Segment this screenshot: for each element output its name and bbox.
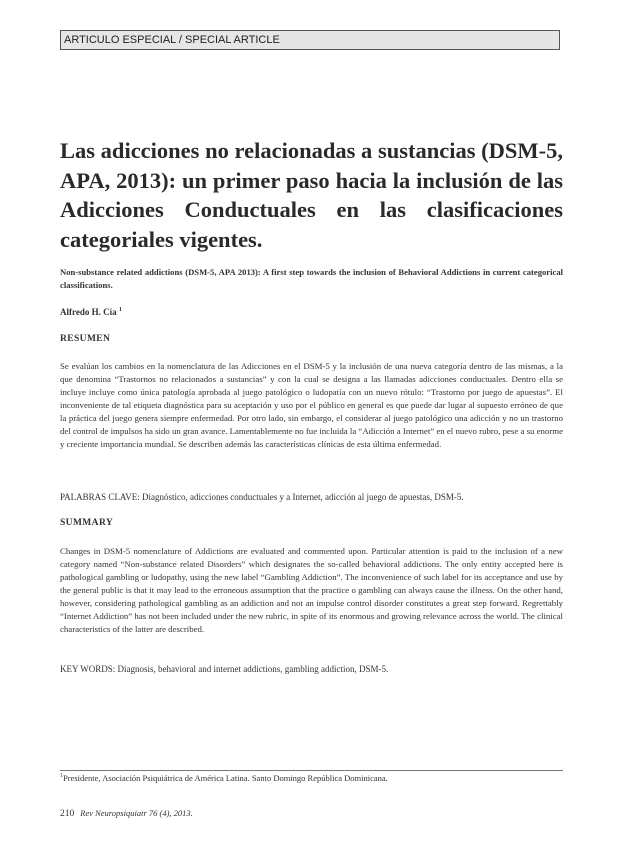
resumen-heading: RESUMEN — [60, 334, 111, 344]
summary-body: Changes in DSM-5 nomenclature of Addictions are evaluated and commented upon. Particular attention is paid to the inclusion of a new category named “Non-substance related Disorders” which designates the so-called behavioral addictions. The only entity accepted here is pathological gambling or ludopathy, using the new label “Gambling Addiction”. The inconvenience of such label for its acceptance and use by the general public is that it may lead to the erroneous assumption that the practice o gambling can always cause the illness. On the other hand, however, considering pathological gambling as an addiction and not an impulse control disorder constitutes a great step forward. Regrettably “Internet Addiction” has not been included under the new rubric, in spite of its enormous and growing relevance across the world. The clinical characteristics of the latter are described. — [60, 546, 563, 634]
journal-citation: Rev Neuropsiquiatr 76 (4), 2013. — [80, 808, 193, 818]
author-name: Alfredo H. Cía — [60, 307, 117, 317]
article-subtitle-english: Non-substance related addictions (DSM-5, APA 2013): A first step towards the inclusion of Behavioral Addictions in current categorical classifications. — [60, 267, 563, 290]
affiliation-footnote — [60, 773, 563, 783]
section-label: ARTICULO ESPECIAL / SPECIAL ARTICLE — [64, 34, 280, 46]
key-words: KEY WORDS: Diagnosis, behavioral and internet addictions, gambling addiction, DSM-5. — [60, 664, 389, 674]
author-footnote-mark: 1 — [118, 307, 122, 313]
footnote-divider — [60, 770, 563, 771]
footnote-text: Presidente, Asociación Psiquiátrica de América Latina. Santo Domingo República Dominicana. — [63, 773, 388, 783]
page-number: 210 — [60, 809, 75, 819]
author-line — [60, 307, 122, 317]
resumen-body: Se evalúan los cambios en la nomenclatura de las Adicciones en el DSM-5 y la inclusión de una nueva categoría dentro de las mismas, a la que denomina “Trastornos no relacionados a sustancias” y con la cual se designa a las llamadas adicciones conductuales. Dentro ella se incluye incluye como única patología aprobada al juego patológico o ludopatía con un nuevo rótulo: “Trastorno por juego de apuestas”. El inconveniente de tal etiqueta diagnóstica para su aceptación y uso por el público en general es que puede dar lugar al supuesto erróneo de que la práctica del juego genera siempre enfermedad. Por otro lado, sin embargo, el considerar al juego patológico una adicción y no un trastorno del control de impulsos ha sido un gran avance. Lamentablemente no fue incluida la “Adicción a Internet” en el nuevo rubro, pese a su enorme y creciente importancia mundial. Se describen además las características clínicas de esta última enfermedad. — [60, 361, 563, 449]
summary-heading: SUMMARY — [60, 518, 114, 528]
footnote-mark: 1 — [60, 773, 63, 780]
article-title: Las adicciones no relacionadas a sustancias (DSM-5, APA, 2013): un primer paso hacia la inclusión de las Adicciones Conductuales en las clasificaciones categoriales vigentes. — [60, 138, 563, 252]
section-label-box — [60, 30, 560, 50]
page-footer — [60, 808, 193, 819]
palabras-clave: PALABRAS CLAVE: Diagnóstico, adicciones conductuales y a Internet, adicción al juego de apuestas, DSM-5. — [60, 492, 464, 502]
